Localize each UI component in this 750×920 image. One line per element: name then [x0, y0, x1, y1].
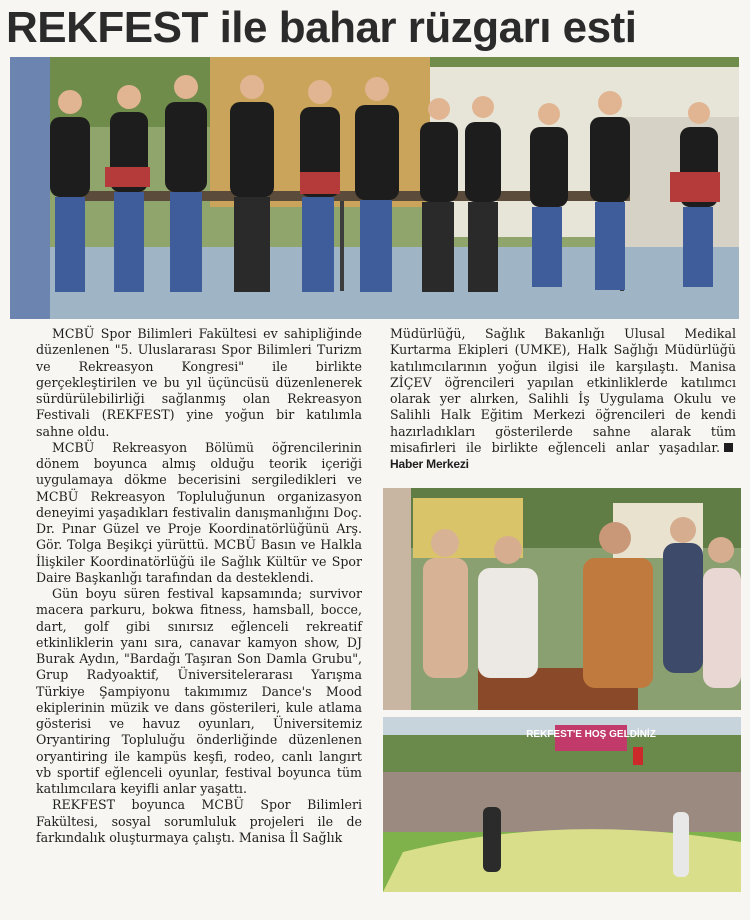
article-paragraph: Gün boyu süren festival kapsamında; survivor macera parkuru, bokwa fitness, hamsball, bocce, dart, golf gibi sınırsız eğlenceli rekreatif etkinliklerin yanı sıra, canavar kamyon show, DJ Burak Aydın, "Bardağı Taşıran Son Damla Grubu", Grup Radyoaktif, Üniversitelerarası Yarışma Türkiye Şampiyonu takımımız Dance's Mood ekiplerinin müzik ve dans gösterileri, kule atlama gösterisi ve havuz oyunları, Üniversitemiz Oryantiring Topluluğu önderliğinde düzenlenen oryantiring ile kampüs keşfi, rodeo, canlı langırt vb sportif eğlenceli oyunlar, festival boyunca tüm katılımcılara keyifli anlar yaşattı. — [36, 586, 362, 796]
article-paragraph: MCBÜ Rekreasyon Bölümü öğrencilerinin dönem boyunca almış olduğu teorik içeriği uygulamaya dökme becerisini sergiledikleri ve MCBÜ Rekreasyon Topluluğunun organizasyon deneyimi yaşadıkları festivalin danışmanlığını Doç. Dr. Pınar Güzel ve Proje Koordinatörlüğünü Arş. Gör. Tolga Beşikçi yürüttü. MCBÜ Basın ve Halkla İlişkiler Koordinatörlüğü ile Sağlık Kültür ve Spor Daire Başkanlığı tarafından da desteklendi. — [36, 439, 362, 585]
byline-square-icon — [724, 443, 733, 452]
article-paragraph: MCBÜ Spor Bilimleri Fakültesi ev sahipliğinde düzenlenen "5. Uluslararası Spor Bilimleri Turizm ve Rekreasyon Kongresi" ile birlikte gerçekleştirilen ve bu yıl üçüncüsü düzenlenerek sürdürülebilirliği sağlanmış olan Rekreasyon Festivali (REKFEST) yine yoğun bir katılımla sahne oldu. — [36, 326, 362, 439]
article-paragraph: REKFEST boyunca MCBÜ Spor Bilimleri Fakültesi, sosyal sorumluluk projeleri ile de farkındalık oluşturmaya çalıştı. Manisa İl Sağlık — [36, 797, 362, 845]
article-column-left — [36, 326, 362, 846]
photo-arm-wrestling — [383, 488, 741, 710]
photo-festival-crowd — [383, 717, 741, 892]
article-column-right — [390, 326, 736, 472]
photo-students-cup-game — [10, 57, 739, 319]
article-paragraph-text: Müdürlüğü, Sağlık Bakanlığı Ulusal Medikal Kurtarma Ekipleri (UMKE), Halk Sağlığı Müdürlüğü katılımcılarının yoğun ilgisi ile karşılaştı. Manisa ZİÇEV öğrencileri yapılan etkinliklerde katılımcı olarak yer alırken, Salihli İş Uygulama Okulu ve Salihli Halk Eğitim Merkezi öğrencileri de kendi hazırladıkları gösterilerde sahne alarak tüm misafirleri ile birlikte eğlenceli anlar yaşadılar. — [390, 326, 736, 455]
headline: REKFEST ile bahar rüzgarı esti — [6, 3, 637, 52]
article-paragraph-continued — [390, 326, 736, 472]
crowd-banner-text: REKFEST'E HOŞ GELDİNİZ — [526, 729, 656, 740]
byline: Haber Merkezi — [390, 457, 469, 471]
